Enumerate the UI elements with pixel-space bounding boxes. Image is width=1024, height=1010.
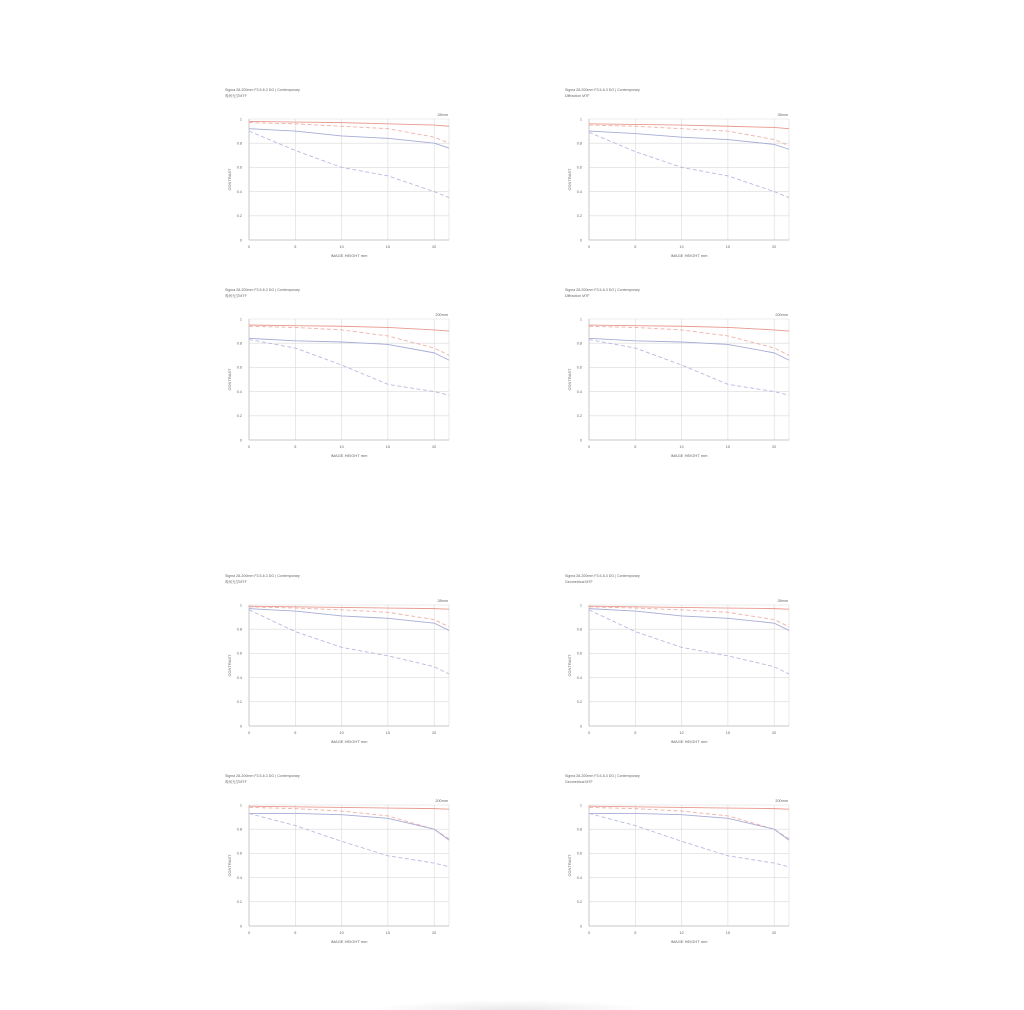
- y-tick-label: 0: [579, 438, 582, 443]
- x-tick-label: 20: [432, 731, 437, 735]
- mtf-chart: [565, 774, 805, 949]
- mtf-series-line-2: [249, 609, 449, 631]
- y-tick-label: 0.8: [576, 341, 582, 346]
- y-tick-label: 1: [239, 317, 242, 322]
- y-tick-label: 0.6: [236, 851, 242, 856]
- y-tick-label: 0.6: [236, 365, 242, 370]
- x-tick-label: 15: [725, 245, 731, 249]
- y-tick-label: 0: [579, 238, 582, 243]
- y-tick-label: 1: [239, 603, 242, 608]
- y-axis-label: CONTRAST: [227, 854, 232, 877]
- focal-length-label: 200mm: [775, 799, 788, 803]
- chart-header-lens: Sigma 28-200mm F3.5-6.3 DG | Contemporary: [225, 88, 300, 92]
- mtf-series-line-1: [589, 807, 789, 838]
- chart-header-mtf-type: 幾何光学MTF: [225, 94, 247, 98]
- y-tick-label: 0.4: [236, 875, 242, 880]
- bottom-shadow: [370, 1000, 650, 1010]
- mtf-series-line-1: [249, 123, 449, 144]
- x-tick-label: 0: [247, 731, 251, 735]
- mtf-chart: [565, 288, 805, 463]
- y-tick-label: 0.2: [236, 414, 242, 419]
- y-axis-label: CONTRAST: [567, 168, 572, 191]
- y-axis-label: CONTRAST: [567, 854, 572, 877]
- x-axis-label: IMAGE HEIGHT mm: [670, 253, 708, 258]
- x-tick-label: 10: [679, 731, 684, 735]
- x-tick-label: 0: [587, 445, 591, 449]
- mtf-series-line-2: [249, 129, 449, 148]
- x-axis-label: IMAGE HEIGHT mm: [330, 253, 368, 258]
- x-tick-label: 5: [294, 731, 297, 735]
- chart-header-mtf-type: 幾何光学MTF: [225, 294, 247, 298]
- mtf-series-line-2: [249, 338, 449, 360]
- mtf-series-line-0: [249, 121, 449, 126]
- mtf-series-line-1: [249, 807, 449, 838]
- x-tick-label: 5: [634, 245, 637, 249]
- x-axis-label: IMAGE HEIGHT mm: [330, 739, 368, 744]
- y-tick-label: 0.6: [236, 651, 242, 656]
- x-tick-label: 10: [339, 731, 344, 735]
- x-tick-label: 5: [634, 445, 637, 449]
- y-tick-label: 0: [579, 724, 582, 729]
- x-axis-label: IMAGE HEIGHT mm: [330, 939, 368, 944]
- mtf-series-line-0: [589, 606, 789, 609]
- y-tick-label: 0.4: [236, 189, 242, 194]
- chart-header-lens: Sigma 28-200mm F3.5-6.3 DG | Contemporary: [225, 574, 300, 578]
- y-axis-label: CONTRAST: [227, 368, 232, 391]
- mtf-chart: [225, 88, 465, 263]
- y-tick-label: 0.8: [236, 827, 242, 832]
- mtf-series-line-2: [589, 131, 789, 149]
- chart-header-mtf-type: Geometrical MTF: [565, 780, 593, 784]
- y-tick-label: 0.2: [576, 214, 582, 219]
- y-tick-label: 0.8: [576, 141, 582, 146]
- x-tick-label: 15: [385, 731, 391, 735]
- y-tick-label: 0: [239, 924, 242, 929]
- mtf-series-line-3: [589, 132, 789, 197]
- chart-header-mtf-type: 幾何光学MTF: [225, 780, 247, 784]
- y-tick-label: 0.4: [576, 389, 582, 394]
- mtf-series-line-3: [589, 813, 789, 866]
- y-tick-label: 0.4: [576, 189, 582, 194]
- x-tick-label: 15: [385, 445, 391, 449]
- mtf-series-line-3: [249, 610, 449, 674]
- x-tick-label: 10: [339, 245, 344, 249]
- y-tick-label: 0.6: [576, 165, 582, 170]
- x-tick-label: 0: [247, 445, 251, 449]
- y-tick-label: 0.8: [236, 141, 242, 146]
- mtf-chart: [565, 88, 805, 263]
- y-tick-label: 0.8: [236, 627, 242, 632]
- y-tick-label: 0.2: [236, 214, 242, 219]
- y-tick-label: 0.4: [576, 675, 582, 680]
- x-tick-label: 5: [294, 445, 297, 449]
- chart-header-lens: Sigma 28-200mm F3.5-6.3 DG | Contemporary: [225, 774, 300, 778]
- y-tick-label: 0.8: [236, 341, 242, 346]
- y-tick-label: 0.4: [236, 675, 242, 680]
- y-tick-label: 0.4: [236, 389, 242, 394]
- mtf-series-line-2: [249, 813, 449, 840]
- mtf-series-line-3: [249, 131, 449, 198]
- x-tick-label: 5: [634, 731, 637, 735]
- mtf-chart: [225, 288, 465, 463]
- chart-header-mtf-type: Diffraction MTF: [565, 94, 590, 98]
- x-tick-label: 20: [772, 445, 777, 449]
- mtf-series-line-2: [589, 338, 789, 360]
- chart-header-mtf-type: 幾何光学MTF: [225, 580, 247, 584]
- x-tick-label: 5: [634, 931, 637, 935]
- y-tick-label: 0.6: [576, 851, 582, 856]
- mtf-series-line-0: [589, 124, 789, 129]
- y-tick-label: 0.2: [576, 900, 582, 905]
- x-tick-label: 20: [772, 731, 777, 735]
- focal-length-label: 28mm: [777, 113, 788, 117]
- mtf-series-line-3: [249, 813, 449, 866]
- y-tick-label: 1: [579, 803, 582, 808]
- mtf-chart: [225, 574, 465, 749]
- x-tick-label: 15: [725, 731, 731, 735]
- y-axis-label: CONTRAST: [567, 368, 572, 391]
- x-tick-label: 5: [294, 245, 297, 249]
- y-tick-label: 0.8: [576, 627, 582, 632]
- x-tick-label: 0: [247, 245, 251, 249]
- y-axis-label: CONTRAST: [227, 654, 232, 677]
- y-tick-label: 1: [579, 317, 582, 322]
- mtf-plot: [225, 588, 465, 749]
- mtf-series-line-3: [589, 610, 789, 674]
- y-axis-label: CONTRAST: [567, 654, 572, 677]
- x-tick-label: 10: [679, 245, 684, 249]
- chart-header-lens: Sigma 28-200mm F3.5-6.3 DG | Contemporary: [225, 288, 300, 292]
- x-tick-label: 10: [679, 445, 684, 449]
- x-tick-label: 10: [339, 445, 344, 449]
- mtf-series-line-2: [589, 813, 789, 840]
- x-tick-label: 10: [679, 931, 684, 935]
- mtf-series-line-1: [589, 326, 789, 355]
- mtf-plot: [225, 302, 465, 463]
- x-tick-label: 0: [587, 731, 591, 735]
- mtf-plot: [225, 788, 465, 949]
- mtf-plot: [565, 788, 805, 949]
- chart-header-lens: Sigma 28-200mm F3.5-6.3 DG | Contemporary: [565, 574, 640, 578]
- x-axis-label: IMAGE HEIGHT mm: [670, 453, 708, 458]
- y-tick-label: 0: [579, 924, 582, 929]
- x-tick-label: 20: [432, 445, 437, 449]
- x-tick-label: 15: [385, 931, 391, 935]
- x-tick-label: 15: [725, 445, 731, 449]
- x-tick-label: 0: [247, 931, 251, 935]
- y-tick-label: 0.6: [576, 365, 582, 370]
- mtf-series-line-0: [249, 606, 449, 609]
- focal-length-label: 28mm: [777, 599, 788, 603]
- y-tick-label: 0.2: [576, 414, 582, 419]
- focal-length-label: 28mm: [437, 599, 448, 603]
- mtf-plot: [565, 588, 805, 749]
- x-tick-label: 15: [385, 245, 391, 249]
- y-tick-label: 1: [239, 803, 242, 808]
- focal-length-label: 200mm: [775, 313, 788, 317]
- chart-header-lens: Sigma 28-200mm F3.5-6.3 DG | Contemporary: [565, 288, 640, 292]
- x-axis-label: IMAGE HEIGHT mm: [330, 453, 368, 458]
- x-tick-label: 20: [772, 931, 777, 935]
- y-tick-label: 0: [239, 724, 242, 729]
- focal-length-label: 200mm: [435, 313, 448, 317]
- chart-header-lens: Sigma 28-200mm F3.5-6.3 DG | Contemporary: [565, 774, 640, 778]
- y-tick-label: 0.4: [576, 875, 582, 880]
- x-tick-label: 20: [772, 245, 777, 249]
- y-tick-label: 0.8: [576, 827, 582, 832]
- chart-header-mtf-type: Geometrical MTF: [565, 580, 593, 584]
- mtf-chart: [225, 774, 465, 949]
- mtf-plot: [565, 102, 805, 263]
- x-axis-label: IMAGE HEIGHT mm: [670, 739, 708, 744]
- y-tick-label: 1: [579, 603, 582, 608]
- y-tick-label: 0.2: [576, 700, 582, 705]
- mtf-series-line-1: [249, 326, 449, 355]
- chart-header-mtf-type: Diffraction MTF: [565, 294, 590, 298]
- mtf-chart: [565, 574, 805, 749]
- y-tick-label: 0.6: [236, 165, 242, 170]
- x-tick-label: 0: [587, 245, 591, 249]
- x-axis-label: IMAGE HEIGHT mm: [670, 939, 708, 944]
- y-tick-label: 1: [239, 117, 242, 122]
- focal-length-label: 28mm: [437, 113, 448, 117]
- mtf-series-line-0: [589, 325, 789, 331]
- x-tick-label: 5: [294, 931, 297, 935]
- y-tick-label: 0.2: [236, 900, 242, 905]
- y-tick-label: 0: [239, 438, 242, 443]
- y-tick-label: 0: [239, 238, 242, 243]
- y-tick-label: 1: [579, 117, 582, 122]
- mtf-plot: [225, 102, 465, 263]
- x-tick-label: 15: [725, 931, 731, 935]
- mtf-plot: [565, 302, 805, 463]
- y-tick-label: 0.6: [576, 651, 582, 656]
- focal-length-label: 200mm: [435, 799, 448, 803]
- x-tick-label: 20: [432, 245, 437, 249]
- mtf-series-line-0: [249, 325, 449, 331]
- mtf-series-line-0: [589, 806, 789, 809]
- y-tick-label: 0.2: [236, 700, 242, 705]
- x-tick-label: 0: [587, 931, 591, 935]
- x-tick-label: 20: [432, 931, 437, 935]
- y-axis-label: CONTRAST: [227, 168, 232, 191]
- mtf-series-line-2: [589, 609, 789, 631]
- x-tick-label: 10: [339, 931, 344, 935]
- chart-header-lens: Sigma 28-200mm F3.5-6.3 DG | Contemporary: [565, 88, 640, 92]
- mtf-series-line-0: [249, 806, 449, 809]
